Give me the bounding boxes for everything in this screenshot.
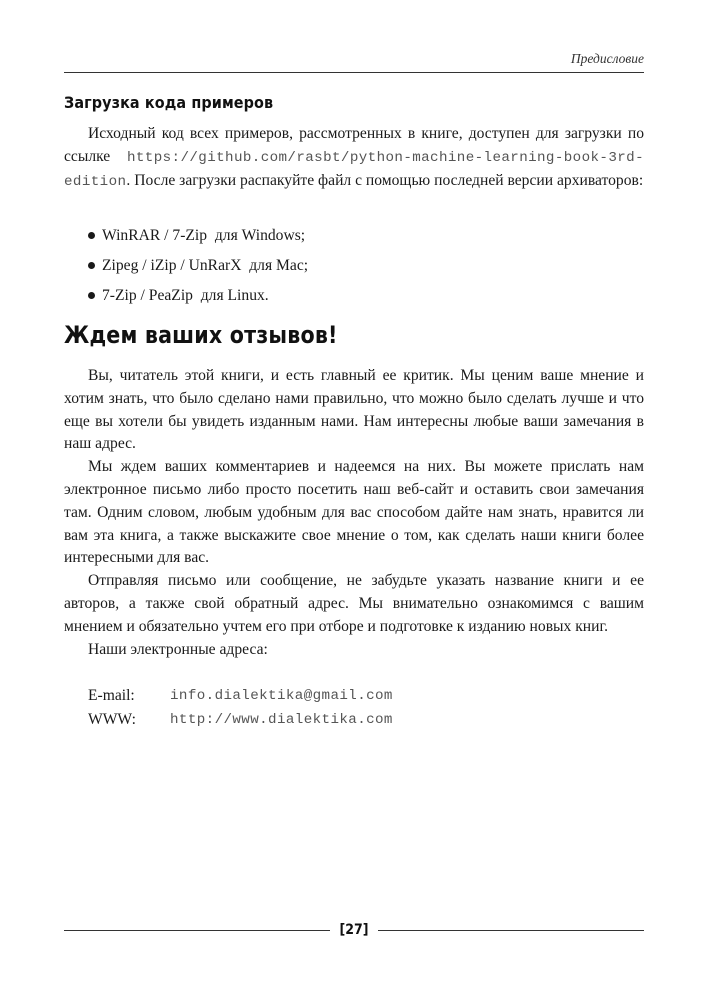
archivers-list [88, 221, 308, 311]
list-item [88, 221, 308, 251]
download-paragraph [64, 123, 644, 193]
footer-rule-right [378, 930, 644, 931]
bullet-icon [88, 262, 95, 269]
archiver-platform: для Linux. [200, 287, 269, 304]
contact-www-row [88, 708, 393, 732]
www-label: WWW: [88, 711, 136, 728]
contacts-block [88, 684, 393, 732]
feedback-paragraph-2: Мы ждем ваших комментариев и надеемся на них. Вы можете прислать нам электронное письмо либо просто посетить наш веб-сайт и оставить свои замечания там. Одним словом, любым удобным для вас способом дайте нам знать, нравится ли вам эта книга, а также выскажите свое мнение о том, как сделать наши книги более интересными для вас. [64, 458, 644, 567]
archiver-platform: для Windows; [214, 227, 306, 244]
feedback-paragraph-4: Наши электронные адреса: [88, 640, 268, 658]
feedback-paragraph-1: Вы, читатель этой книги, и есть главный ее критик. Мы ценим ваше мнение и хотим знать, что было сделано нами правильно, что можно было сделать лучше и что еще вы хотели бы увидеть изданным нами. Нам интересны любые ваши замечания в наш адрес. [64, 367, 644, 453]
header-rule [64, 72, 644, 73]
page-footer [64, 920, 644, 940]
email-label: E-mail: [88, 687, 135, 704]
download-url: https://github.com/rasbt/python-machine-learning-book-3rd-edition [64, 149, 644, 190]
download-text-after: . После загрузки распакуйте файл с помощью последней версии архиваторов: [126, 171, 644, 189]
page-number: [27] [339, 922, 369, 938]
archiver-tools: 7-Zip / PeaZip [102, 287, 193, 304]
download-section-title: Загрузка кода примеров [64, 93, 274, 112]
bullet-icon [88, 232, 95, 239]
email-address: info.dialektika@gmail.com [170, 688, 393, 704]
archiver-platform: для Mac; [249, 257, 309, 274]
list-item [88, 281, 308, 311]
contact-email-row [88, 684, 393, 708]
archiver-tools: WinRAR / 7-Zip [102, 227, 208, 244]
bullet-icon [88, 292, 95, 299]
feedback-paragraph-3: Отправляя письмо или сообщение, не забудьте указать название книги и ее авторов, а также свой обратный адрес. Мы внимательно ознакомимся с вашим мнением и обязательно учтем его при отборе и подготовке к изданию новых книг. [64, 572, 644, 635]
archiver-tools: Zipeg / iZip / UnRarX [102, 257, 242, 274]
feedback-section-title: Ждем ваших отзывов! [64, 321, 338, 349]
website-address: http://www.dialektika.com [170, 712, 393, 728]
footer-rule-left [64, 930, 330, 931]
feedback-paragraphs [64, 365, 644, 661]
download-text-before: Исходный код всех примеров, рассмотренных в книге, доступен для загрузки по ссылке [64, 125, 644, 165]
running-head: Предисловие [570, 51, 644, 66]
list-item [88, 251, 308, 281]
